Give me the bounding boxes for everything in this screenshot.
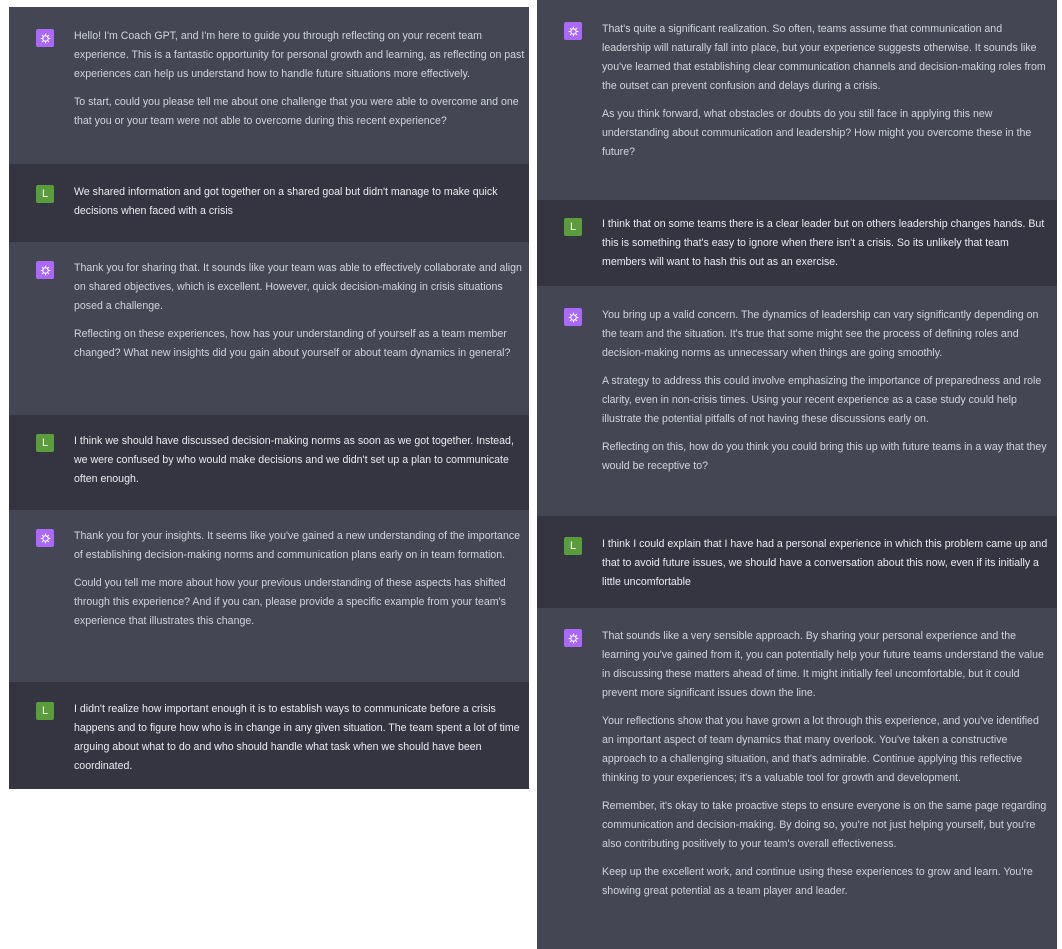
message-paragraph: I think that on some teams there is a clear leader but on others leadership changes hands. But this is something that's easy to ignore when there isn't a crisis. So its unlikely that team members will want to hash this out as an exercise. (602, 218, 1045, 268)
message-paragraph: Remember, it's okay to take proactive steps to ensure everyone is on the same page regarding communication and decision-making. By doing so, you're not just helping yourself, but you're also contributing positively to your team's overall effectiveness. (602, 800, 1047, 850)
message-paragraph: I didn't realize how important enough it is to establish ways to communicate before a crisis happens and to figure how who is in change in any given situation. The team spent a lot of time arguing about what to do and who should handle what task when we should have been coordinated. (74, 703, 520, 772)
message-paragraph: That's quite a significant realization. So often, teams assume that communication and leadership will naturally fall into place, but your experience suggests otherwise. It sounds like you've learned that establishing clear communication channels and decision-making roles from the outset can prevent confusion and delays during a crisis. (602, 23, 1046, 92)
user-avatar: L (564, 218, 582, 236)
openai-logo-icon (36, 529, 54, 547)
message-body (602, 20, 1053, 171)
message-paragraph: Keep up the excellent work, and continue using these experiences to grow and learn. You're showing great potential as a team player and leader. (602, 866, 1033, 897)
message-paragraph: Reflecting on these experiences, how has your understanding of yourself as a team member changed? What new insights did you gain about yourself or about team dynamics in general? (74, 328, 511, 359)
assistant-message (9, 242, 529, 415)
assistant-message (9, 7, 529, 164)
message-paragraph: As you think forward, what obstacles or doubts do you still face in applying this new understanding about communication and leadership? How might you overcome these in the future? (602, 108, 1032, 158)
user-message (537, 200, 1057, 286)
message-body (74, 527, 525, 640)
assistant-message (537, 286, 1057, 516)
message-body (74, 27, 525, 140)
user-avatar: L (36, 434, 54, 452)
user-message (537, 516, 1057, 608)
message-paragraph: Could you tell me more about how your previous understanding of these aspects has shifted through this experience? And if you can, please provide a specific example from your team's experience that illustrates this change. (74, 577, 506, 627)
user-message (9, 415, 529, 510)
user-avatar: L (36, 185, 54, 203)
message-paragraph: Thank you for your insights. It seems like you've gained a new understanding of the importance of establishing decision-making norms and communication plans early on in team formation. (74, 530, 521, 561)
openai-logo-icon (564, 629, 582, 647)
message-paragraph: Thank you for sharing that. It sounds like your team was able to effectively collaborate and align on shared objectives, which is excellent. However, quick decision-making in crisis situations posed a challenge. (74, 262, 522, 312)
user-message (9, 682, 529, 789)
openai-logo-icon (564, 22, 582, 40)
message-paragraph: Reflecting on this, how do you think you could bring this up with future teams in a way that they would be receptive to? (602, 441, 1047, 472)
assistant-message (9, 510, 529, 682)
message-paragraph: Your reflections show that you have grown a lot through this experience, and you've identified an important aspect of team dynamics that many overlook. You've taken a constructive approach to a challenging situation, and that's admirable. Continue applying this reflective thinking to your experiences; it's a valuable tool for growth and development. (602, 715, 1039, 784)
assistant-message (537, 0, 1057, 200)
message-body (602, 215, 1053, 281)
message-body (602, 627, 1053, 910)
message-paragraph: A strategy to address this could involve emphasizing the importance of preparedness and role clarity, even in non-crisis times. Using your recent experience as a case study could help illustrate the potential pitfalls of not having these discussions early on. (602, 375, 1042, 425)
openai-logo-icon (36, 29, 54, 47)
message-paragraph: To start, could you please tell me about one challenge that you were able to overcome and one that you or your team were not able to overcome during this recent experience? (74, 96, 519, 127)
message-body (602, 306, 1053, 485)
message-body (74, 432, 525, 498)
chat-panel-right (537, 0, 1057, 949)
message-paragraph: I think I could explain that I have had a personal experience in which this problem came up and that to avoid future issues, we should have a conversation about this now, even if its initially a little uncomfortable (602, 538, 1048, 588)
message-paragraph: That sounds like a very sensible approach. By sharing your personal experience and the learning you've gained from it, you can potentially help your future teams understand the value in discussing these matters ahead of time. It might initially feel uncomfortable, but it could prevent more significant issues down the line. (602, 630, 1044, 699)
message-body (74, 700, 525, 785)
user-avatar: L (564, 537, 582, 555)
message-paragraph: We shared information and got together on a shared goal but didn't manage to make quick decisions when faced with a crisis (74, 186, 498, 217)
message-paragraph: You bring up a valid concern. The dynamics of leadership can vary significantly depending on the team and the situation. It's true that some might see the process of defining roles and decision-making norms as unnecessary when things are going smoothly. (602, 309, 1039, 359)
openai-logo-icon (36, 261, 54, 279)
message-paragraph: Hello! I'm Coach GPT, and I'm here to guide you through reflecting on your recent team experience. This is a fantastic opportunity for personal growth and learning, as reflecting on past experiences can help us understand how to handle future situations more effectively. (74, 30, 525, 80)
message-body (74, 183, 525, 230)
user-avatar: L (36, 702, 54, 720)
message-body (74, 259, 525, 372)
message-paragraph: I think we should have discussed decision-making norms as soon as we got together. Instead, we were confused by who would make decisions and we didn't set up a plan to communicate often enough. (74, 435, 514, 485)
message-body (602, 535, 1053, 601)
openai-logo-icon (564, 308, 582, 326)
chat-panel-left (9, 7, 529, 789)
assistant-message (537, 608, 1057, 949)
user-message (9, 164, 529, 242)
